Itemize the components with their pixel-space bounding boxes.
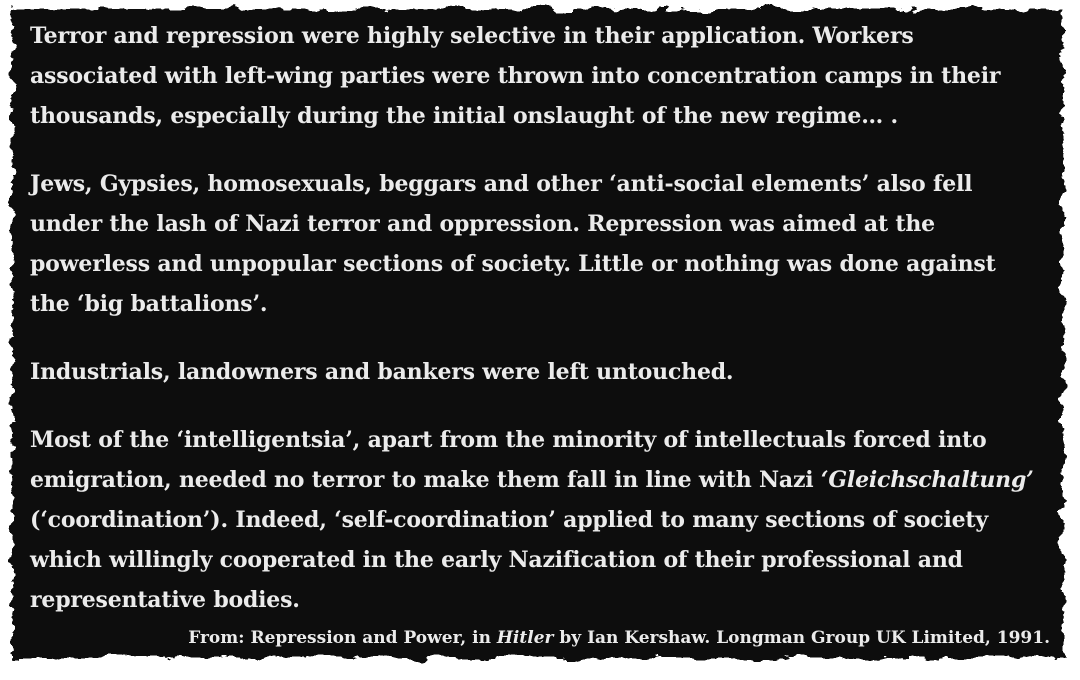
paragraph-2 [30,164,1042,324]
paragraph-4-text-lead: Most of the ‘intelligentsia’, apart from the minority of intellectuals forced into emigration, needed no terror to make them fall in line with Nazi [30,427,987,493]
paragraph-2-text: Jews, Gypsies, homosexuals, beggars and other ‘anti-social elements’ also fell under the lash of Nazi terror and oppression. Repression was aimed at the powerless and unpopular sections of society. Little or nothing was done against the ‘big battalions’. [30,171,996,317]
paragraph-3-text: Industrials, landowners and bankers were left untouched. [30,359,734,385]
citation-prefix: From: Repression and Power, in [188,628,497,648]
citation-work-title: Hitler [496,628,554,648]
paragraph-1 [30,16,1042,136]
paragraph-1-text: Terror and repression were highly selective in their application. Workers associated with left-wing parties were thrown into concentration camps in their thousands, especially during the initial onslaught of the new regime… . [30,23,1001,129]
paragraph-4-italic-term: ‘Gleichschaltung’ [820,467,1034,493]
paragraph-3 [30,352,1042,392]
citation-suffix: by Ian Kershaw. Longman Group UK Limited, 1991. [553,628,1050,648]
paragraph-4 [30,420,1042,620]
source-citation [188,626,1050,650]
paragraph-4-text-tail: (‘coordination’). Indeed, ‘self-coordination’ applied to many sections of society which willingly cooperated in the early Nazification of their professional and representative bodies. [30,507,988,613]
